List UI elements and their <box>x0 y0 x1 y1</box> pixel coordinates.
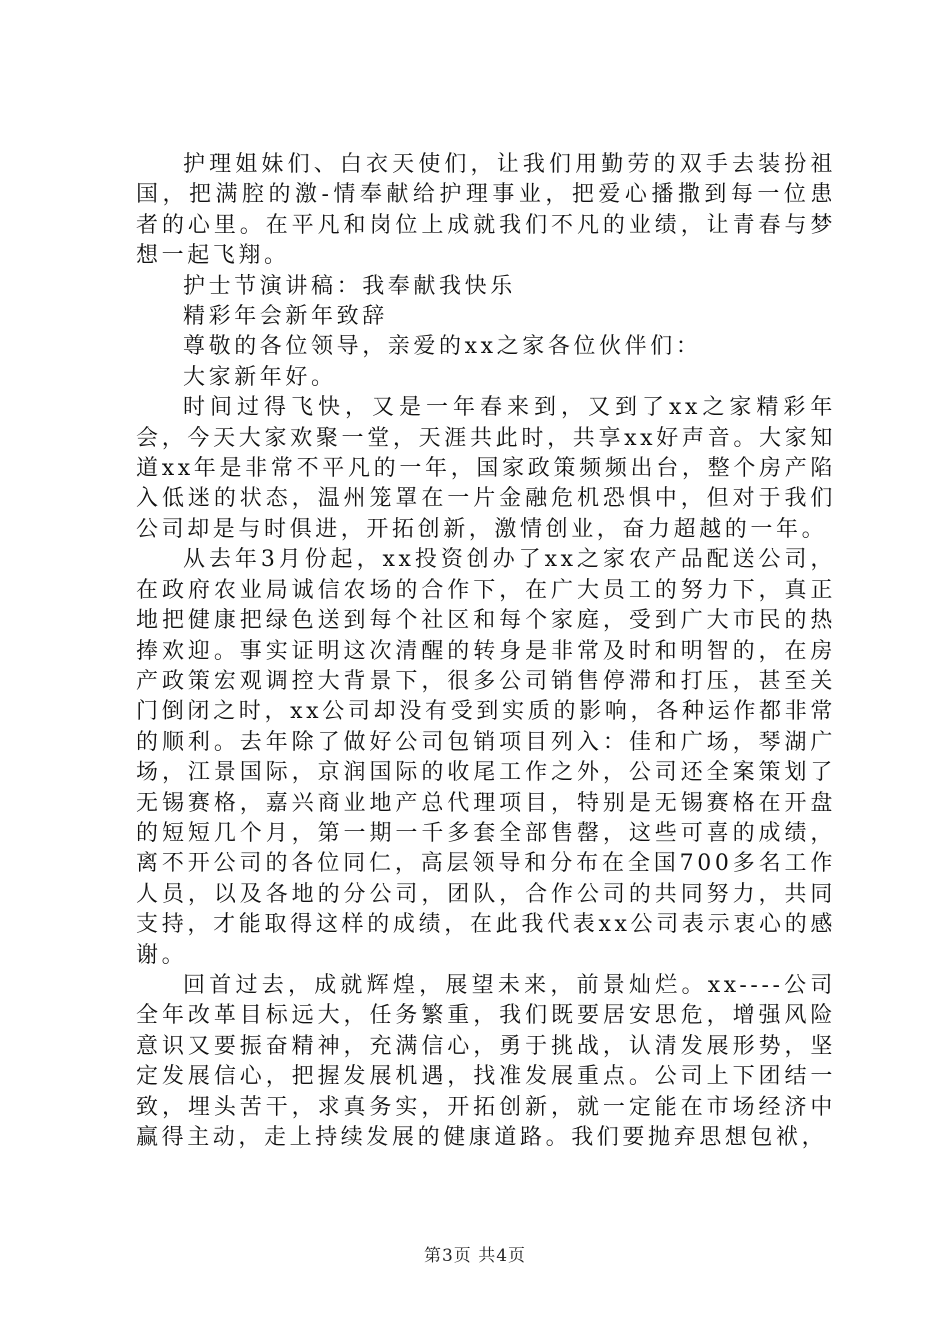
paragraph: 回首过去，成就辉煌，展望未来，前景灿烂。xx----公司全年改革目标远大，任务繁重，我们既要居安思危，增强风险意识又要振奋精神，充满信心，勇于挑战，认清发展形势，坚定发展信心，把握发展机遇，找准发展重点。公司上下团结一致，埋头苦干，求真务实，开拓创新，就一定能在市场经济中赢得主动，走上持续发展的健康道路。我们要抛弃思想包袱， <box>136 972 836 1150</box>
greeting: 大家新年好。 <box>183 364 337 390</box>
page-footer: 第3页 共4页 <box>423 1246 527 1266</box>
paragraph: 护理姐妹们、白衣天使们，让我们用勤劳的双手去装扮祖国，把满腔的激-情奉献给护理事业，把爱心播撒到每一位患者的心里。在平凡和岗位上成就我们不凡的业绩，让青春与梦想一起飞翔。 <box>136 152 836 269</box>
paragraph-title: 精彩年会新年致辞 <box>183 304 388 330</box>
document-body <box>136 150 836 1153</box>
paragraph: 时间过得飞快，又是一年春来到，又到了xx之家精彩年会，今天大家欢聚一堂，天涯共此时，共享xx好声音。大家知道xx年是非常不平凡的一年，国家政策频频出台，整个房产陷入低迷的状态，温州笼罩在一片金融危机恐惧中，但对于我们公司却是与时俱进，开拓创新，激情创业，奋力超越的一年。 <box>136 395 836 542</box>
salutation: 尊敬的各位领导，亲爱的xx之家各位伙伴们： <box>183 334 702 360</box>
paragraph-title: 护士节演讲稿：我奉献我快乐 <box>183 273 516 299</box>
paragraph: 从去年3月份起，xx投资创办了xx之家农产品配送公司，在政府农业局诚信农场的合作下，在广大员工的努力下，真正地把健康把绿色送到每个社区和每个家庭，受到广大市民的热捧欢迎。事实证明这次清醒的转身是非常及时和明智的，在房产政策宏观调控大背景下，很多公司销售停滞和打压，甚至关门倒闭之时，xx公司却没有受到实质的影响，各种运作都非常的顺利。去年除了做好公司包销项目列入：佳和广场，琴湖广场，江景国际，京润国际的收尾工作之外，公司还全案策划了无锡赛格，嘉兴商业地产总代理项目，特别是无锡赛格在开盘的短短几个月，第一期一千多套全部售罄，这些可喜的成绩，离不开公司的各位同仁，高层领导和分布在全国700多名工作人员，以及各地的分公司，团队，合作公司的共同努力，共同支持，才能取得这样的成绩，在此我代表xx公司表示衷心的感谢。 <box>136 547 836 968</box>
